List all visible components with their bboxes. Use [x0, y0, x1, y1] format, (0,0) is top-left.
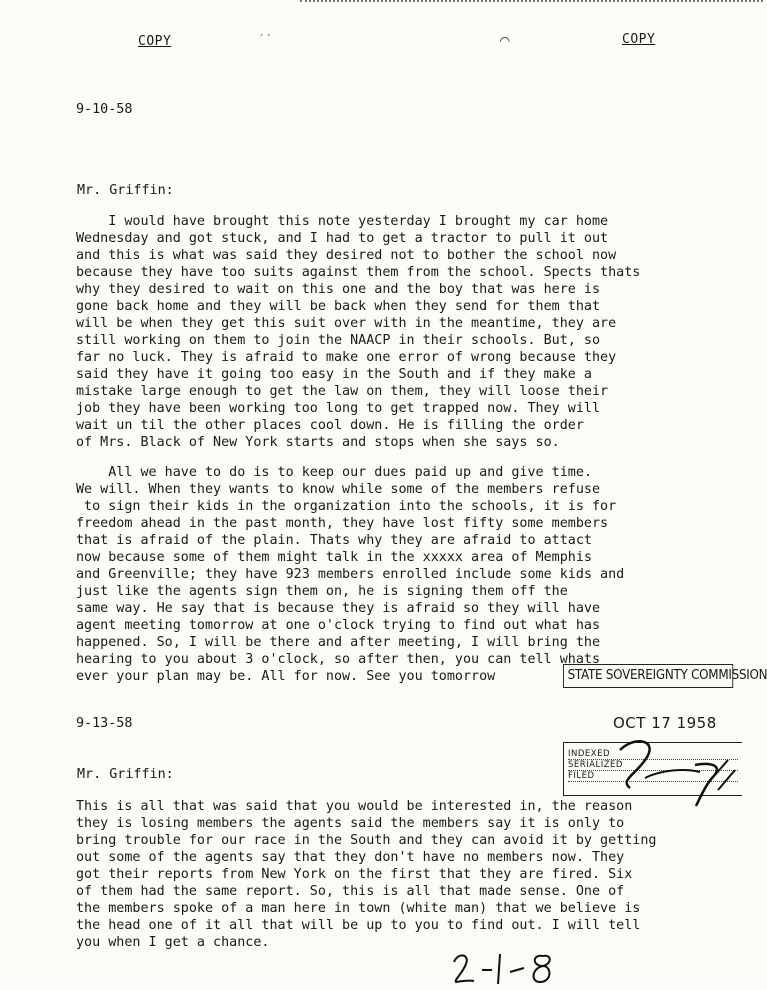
text-line: will be when they get this suit over with in the meantime, they are	[76, 316, 617, 331]
letter2-salutation: Mr. Griffin:	[77, 767, 174, 782]
text-line: now because some of them might talk in the xxxxx area of Memphis	[76, 550, 592, 565]
top-edge-dots	[300, 0, 763, 5]
text-line: you when I get a chance.	[76, 935, 270, 950]
text-line: hearing to you about 3 o'clock, so after then, you can tell whats	[76, 652, 601, 667]
text-line: I would have brought this note yesterday I brought my car home	[76, 214, 609, 229]
stamp-indexed: INDEXED	[568, 749, 738, 760]
scan-mark: ⌒	[500, 30, 510, 49]
stamp-date: OCT 17 1958	[613, 714, 717, 732]
text-line: gone back home and they will be back when they send for them that	[76, 299, 601, 314]
text-line: of them had the same report. So, this is all that made sense. One of	[76, 884, 625, 899]
scan-mark: ′′	[258, 32, 273, 46]
text-line: Wednesday and got stuck, and I had to get a tractor to pull it out	[76, 231, 609, 246]
text-line: the head one of it all that will be up to you to find out. I will tell	[76, 918, 641, 933]
handwritten-initials	[600, 730, 750, 810]
text-line: This is all that was said that you would be interested in, the reason	[76, 799, 633, 814]
text-line: to sign their kids in the organization into the schools, it is for	[76, 499, 617, 514]
text-line: same way. He say that is because they is afraid so they will have	[76, 601, 601, 616]
text-line: far no luck. They is afraid to make one error of wrong because they	[76, 350, 617, 365]
text-line: because they have too suits against them from the school. Spects thats	[76, 265, 641, 280]
letter2-date: 9-13-58	[76, 716, 133, 731]
text-line: ever your plan may be. All for now. See you tomorrow	[76, 669, 496, 684]
text-line: happened. So, I will be there and after meeting, I will bring the	[76, 635, 601, 650]
stamp-filed: FILED	[568, 771, 738, 782]
text-line: they is losing members the agents said the members say it is only to	[76, 816, 625, 831]
text-line: why they desired to wait on this one and the boy that was here is	[76, 282, 601, 297]
copy-label-left: COPY	[138, 34, 172, 49]
text-line: just like the agents sign them on, he is signing them off the	[76, 584, 568, 599]
text-line: of Mrs. Black of New York starts and stops when she says so.	[76, 435, 560, 450]
text-line: got their reports from New York on the first that they are fired. Six	[76, 867, 633, 882]
stamp-serialized: SERIALIZED	[568, 760, 738, 771]
text-line: mistake large enough to get the law on them, they will loose their	[76, 384, 609, 399]
letter1-salutation: Mr. Griffin:	[77, 183, 174, 198]
text-line: that is afraid of the plain. Thats why they are afraid to attact	[76, 533, 592, 548]
text-line: All we have to do is to keep our dues paid up and give time.	[76, 465, 592, 480]
text-line: the members spoke of a man here in town (white man) that we believe is	[76, 901, 641, 916]
text-line: agent meeting tomorrow at one o'clock trying to find out what has	[76, 618, 601, 633]
text-line: job they have been working too long to get trapped now. They will	[76, 401, 601, 416]
text-line: wait un til the other places cool down. He is filling the order	[76, 418, 584, 433]
text-line: out some of the agents say that they don't have no members now. They	[76, 850, 625, 865]
copy-label-right: COPY	[622, 32, 656, 47]
handwritten-file-number	[448, 948, 568, 988]
text-line: said they have it going too easy in the South and if they make a	[76, 367, 592, 382]
stamp-title: STATE SOVEREIGNTY COMMISSION	[563, 664, 733, 688]
text-line: We will. When they wants to know while some of the members refuse	[76, 482, 601, 497]
text-line: still working on them to join the NAACP in their schools. But, so	[76, 333, 601, 348]
text-line: freedom ahead in the past month, they have lost fifty some members	[76, 516, 609, 531]
text-line: bring trouble for our race in the South and they can avoid it by getting	[76, 833, 657, 848]
text-line: and Greenville; they have 923 members enrolled include some kids and	[76, 567, 625, 582]
letter1-date: 9-10-58	[76, 102, 133, 117]
text-line: and this is what was said they desired not to bother the school now	[76, 248, 617, 263]
